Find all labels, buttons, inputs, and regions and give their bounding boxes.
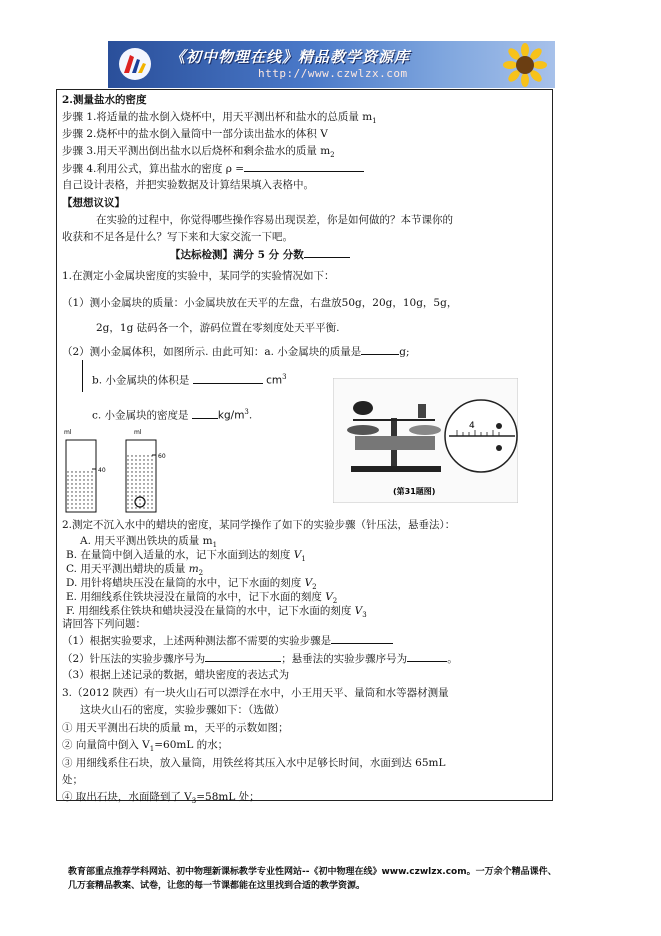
- banner-title: 《初中物理在线》精品教学资源库: [170, 48, 411, 66]
- q2-step-d: D. 用针将蜡块压没在量筒的水中，记下水面的刻度 $V_2$: [66, 577, 317, 592]
- footer-line-2: 几万套精品教案、试卷，让您的每一节课都能在这里找到合适的教学资源。: [68, 881, 366, 891]
- right-unit-label: ml: [134, 429, 142, 436]
- step-2: 步骤 2.烧杯中的盐水倒入量筒中一部分读出盐水的体积 V: [62, 128, 328, 140]
- q2-step-c: C. 用天平测出蜡块的质量 $m_2$: [66, 563, 204, 578]
- left-unit-label: ml: [64, 429, 72, 436]
- section-title: 2.测量盐水的密度: [62, 94, 147, 106]
- q3-step-1: ① 用天平测出石块的质量 m，天平的示数如图；: [62, 722, 289, 734]
- q2-sub1: （1）根据实验要求，上述两种测法都不需要的实验步骤是: [62, 633, 393, 648]
- q3-step-2: ② 向量筒中倒入 $V_1=60mL$ 的水；: [62, 739, 229, 754]
- q1-part2: （2）测小金属体积，如图所示. 由此可知：a. 小金属块的质量是 g;: [62, 346, 410, 358]
- discussion-heading: 【想想议议】: [62, 197, 125, 209]
- right-mark: 60: [158, 453, 166, 460]
- banner-url[interactable]: http://www.czwlzx.com: [258, 67, 408, 80]
- footer-line-1: 教育部重点推荐学科网站、初中物理新课标教学专业性网站--《初中物理在线》www.czwlzx.com。一万余个精品课件、: [68, 867, 557, 877]
- step-1: 步骤 1.将适量的盐水倒入烧杯中，用天平测出杯和盐水的总质量 $m_1$: [62, 111, 377, 126]
- q2-sub3: （3）根据上述记录的数据，蜡块密度的表达式为: [62, 669, 290, 681]
- q1-part1-cont: 2g，1g 砝码各一个，游码位置在零刻度处天平平衡.: [96, 322, 340, 334]
- q1-intro: 1.在测定小金属块密度的实验中，某同学的实验情况如下：: [62, 270, 335, 282]
- q2-answer-prompt: 请回答下列问题：: [62, 618, 146, 630]
- q2-sub2: （2）针压法的实验步骤序号为 ；悬垂法的实验步骤序号为 。: [62, 653, 458, 665]
- q2-step-a: A. 用天平测出铁块的质量 $m_1$: [80, 535, 218, 550]
- q3-step-4: ④ 取出石块，水面降到了 $V_3=58mL$ 处；: [62, 791, 260, 806]
- scale-label: 4: [469, 421, 475, 431]
- q2-step-b: B. 在量筒中倒入适量的水，记下水面到达的刻度 $V_1$: [66, 549, 306, 564]
- figure-caption: (第31题图): [393, 487, 436, 496]
- q2-step-f: F. 用细线系住铁块和蜡块浸没在量筒的水中，记下水面的刻度 $V_3$: [66, 605, 367, 620]
- discussion-text-2: 收获和不足各是什么？写下来和大家交流一下吧。: [62, 231, 293, 243]
- table-instruction: 自己设计表格，并把实验数据及计算结果填入表格中。: [62, 179, 314, 191]
- q2-step-e: E. 用细线系住铁块浸没在量筒的水中，记下水面的刻度 $V_2$: [66, 591, 338, 606]
- site-logo-icon: [118, 47, 152, 81]
- q1-part2-c: c. 小金属块的密度是 $kg/m^3$.: [92, 408, 253, 422]
- q3-intro-cont: 这块火山石的密度，实验步骤如下：（选做）: [80, 704, 285, 716]
- step-3: 步骤 3.用天平测出倒出盐水以后烧杯和剩余盐水的质量 $m_2$: [62, 145, 335, 160]
- q1-part2-b: b. 小金属块的体积是 $cm^3$: [92, 373, 287, 387]
- margin-bar: [82, 360, 83, 392]
- q3-step-3-cont: 处；: [62, 774, 83, 786]
- q1-part1: （1）测小金属块的质量：小金属块放在天平的左盘，右盘放50g，20g，10g，5g，: [62, 297, 458, 309]
- sunflower-icon: [503, 43, 547, 87]
- header-banner: [108, 41, 555, 88]
- q2-intro: 2.测定不沉入水中的蜡块的密度，某同学操作了如下的实验步骤（针压法，悬垂法）：: [62, 519, 456, 531]
- balance-figure: [333, 378, 518, 503]
- q3-intro: 3.（2012 陕西）有一块火山石可以漂浮在水中，小王用天平、量筒和水等器材测量: [62, 687, 449, 699]
- cylinders-figure: [62, 426, 182, 516]
- step-4: 步骤 4.利用公式，算出盐水的密度 ρ =: [62, 161, 364, 176]
- test-heading: 【达标检测】满分 5 分 分数: [170, 247, 350, 262]
- left-mark: 40: [98, 467, 106, 474]
- q3-step-3: ③ 用细线系住石块，放入量筒，用铁丝将其压入水中足够长时间，水面到达 65mL: [62, 757, 446, 769]
- discussion-text-1: 在实验的过程中，你觉得哪些操作容易出现误差，你是如何做的？本节课你的: [96, 214, 453, 226]
